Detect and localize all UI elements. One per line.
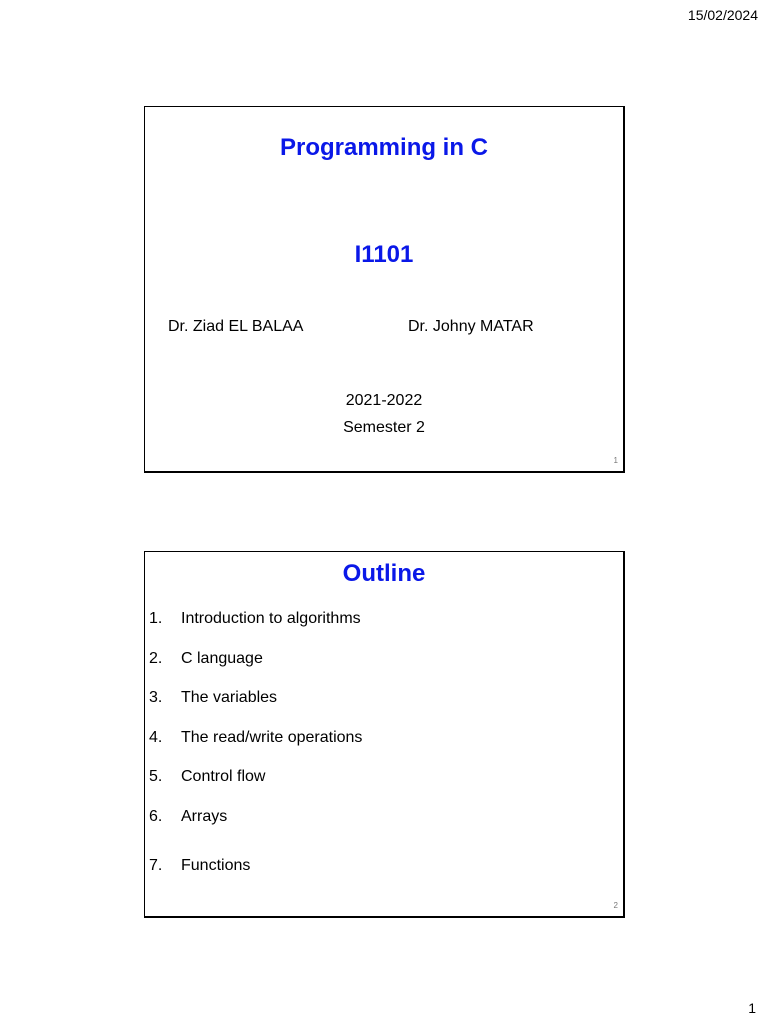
item-text: Functions [181,857,251,874]
list-item [149,729,362,747]
item-number: 1. [149,610,163,627]
academic-year: 2021-2022 [345,392,423,409]
page-date: 15/02/2024 [687,7,758,23]
slide-number: 2 [613,901,618,910]
slide-title: Outline [342,560,426,587]
list-item [149,857,250,875]
title-slide [144,106,625,473]
list-item [149,768,265,786]
list-item [149,650,263,668]
item-number: 6. [149,808,163,825]
semester: Semester 2 [343,419,425,436]
outline-slide [144,551,625,918]
page-number: 1 [748,1000,756,1016]
author-1: Dr. Ziad EL BALAA [168,318,304,335]
course-code: I1101 [354,241,414,268]
item-text: C language [181,650,263,667]
item-text: The read/write operations [181,729,363,746]
list-item [149,808,227,826]
item-number: 7. [149,857,163,874]
slide-title: Programming in C [279,134,489,161]
item-number: 3. [149,689,163,706]
item-text: Arrays [181,808,228,825]
item-text: Introduction to algorithms [181,610,361,627]
item-number: 5. [149,768,163,785]
slide-number: 1 [613,456,618,465]
item-number: 4. [149,729,163,746]
item-text: The variables [181,689,278,706]
list-item [149,610,361,628]
item-number: 2. [149,650,163,667]
list-item [149,689,277,707]
author-2: Dr. Johny MATAR [408,318,534,335]
item-text: Control flow [181,768,266,785]
